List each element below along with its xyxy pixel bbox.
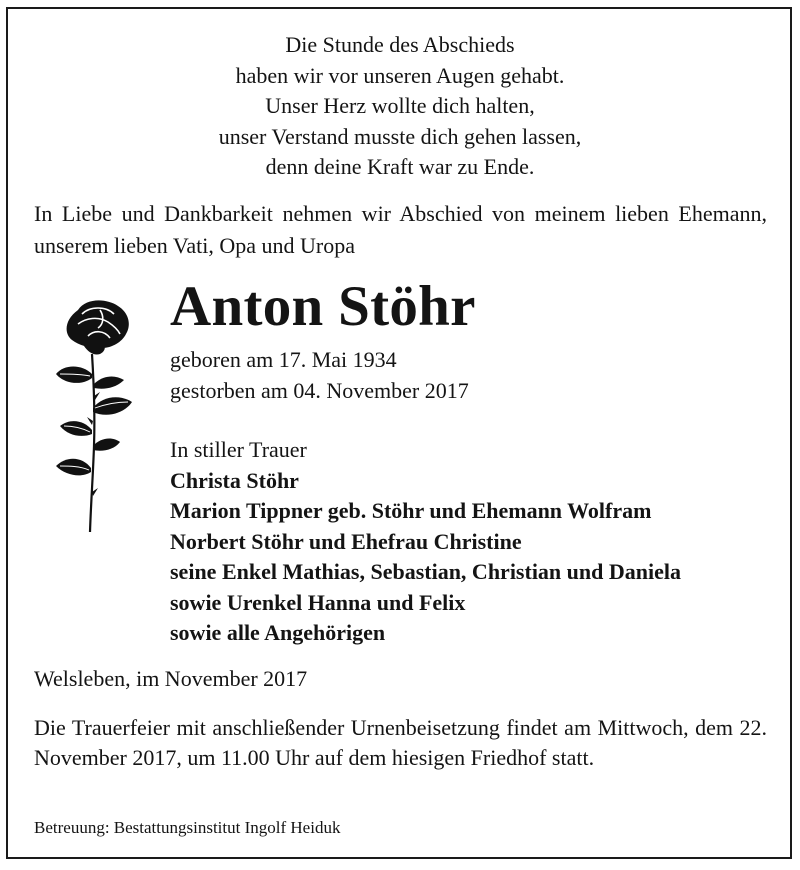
death-date: gestorben am 04. November 2017 [170, 378, 469, 403]
funeral-line: Die Trauerfeier mit anschließender Urnenbeisetzung findet am [34, 715, 592, 740]
deceased-name: Anton Stöhr [170, 275, 476, 338]
rose-icon [48, 296, 138, 536]
mourners-block [170, 435, 681, 649]
poem-line: haben wir vor unseren Augen gehabt. [235, 62, 565, 88]
poem-line: unser Verstand musste dich gehen lassen, [218, 123, 582, 149]
poem [0, 30, 800, 183]
mourner-name: seine Enkel Mathias, Sebastian, Christian und Daniela [170, 559, 681, 584]
birth-date: geboren am 17. Mai 1934 [170, 347, 397, 372]
funeral-line: Mittwoch, dem 22. November 2017, um 11.00 Uhr auf dem hiesigen [34, 715, 768, 770]
place-date: Welsleben, im November 2017 [34, 666, 308, 691]
intro-line: Ehemann, unserem lieben Vati, Opa und Uropa [34, 201, 768, 258]
life-dates [170, 344, 469, 406]
funeral-info [34, 713, 767, 773]
intro-text [34, 198, 767, 262]
mourner-name: sowie alle Angehörigen [170, 620, 386, 645]
mourner-name: Christa Stöhr [170, 467, 299, 493]
funeral-home-credit: Betreuung: Bestattungsinstitut Ingolf Heiduk [34, 818, 341, 837]
poem-line: Die Stunde des Abschieds [285, 32, 515, 57]
poem-line: denn deine Kraft war zu Ende. [265, 154, 535, 179]
mourner-name: Norbert Stöhr und Ehefrau Christine [170, 528, 522, 554]
poem-line: Unser Herz wollte dich halten, [265, 93, 535, 118]
intro-line: In Liebe und Dankbarkeit nehmen wir Abschied von meinem lieben [34, 201, 669, 226]
mourning-heading: In stiller Trauer [170, 437, 307, 462]
funeral-line: Friedhof statt. [470, 745, 595, 770]
mourner-name: Marion Tippner geb. Stöhr und Ehemann Wolfram [170, 498, 652, 523]
mourner-name: sowie Urenkel Hanna und Felix [170, 589, 466, 615]
